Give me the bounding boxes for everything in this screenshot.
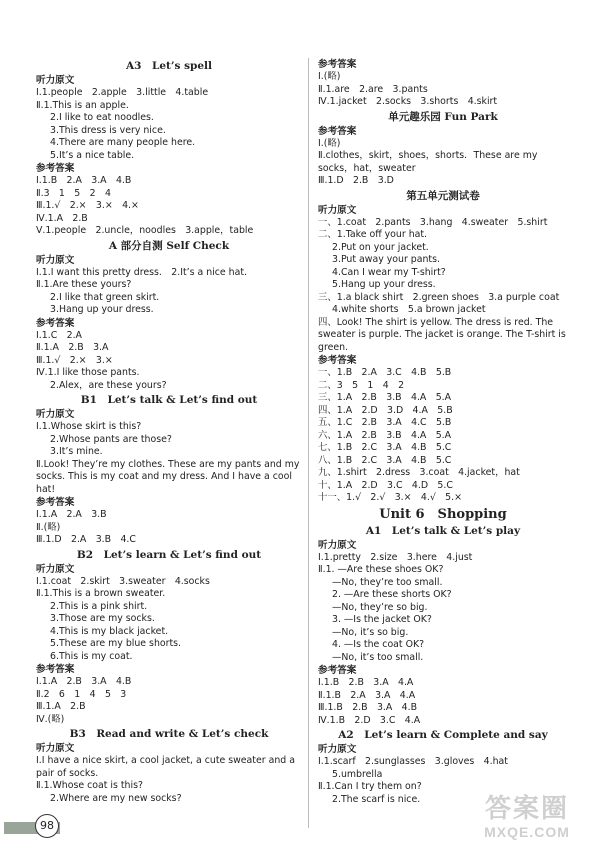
text-line: Ⅰ.1.I want this pretty dress. 2.It’s a nice hat. — [36, 266, 248, 278]
section-label: 听力原文 — [36, 743, 75, 754]
text-line: Ⅱ.1.Are these yours? — [36, 279, 132, 290]
text-line: 六、1.A 2.B 3.B 4.A 5.A — [318, 429, 452, 441]
text-line-indented: 2.This is a pink shirt. — [50, 600, 148, 612]
text-line-indented: —No, they’re so big. — [332, 601, 428, 613]
text-line-indented: 5.Hang up your dress. — [332, 279, 436, 290]
text-line-indented: —No, they’re too small. — [332, 576, 443, 588]
text-line: Ⅲ.1.√ 2.× 3.× 4.× — [36, 200, 139, 211]
text-line: 十一、1.√ 2.√ 3.× 4.√ 5.× — [318, 492, 462, 503]
text-line: Ⅲ.1.B 2.B 3.A 4.B — [318, 702, 418, 713]
text-line: 十、1.A 2.D 3.C 4.D 5.C — [318, 479, 453, 491]
text-line: Ⅰ.1.B 2.B 3.A 4.A — [318, 677, 414, 688]
text-line-indented: 5.It’s a nice table. — [50, 149, 135, 161]
text-line: Ⅲ.1.A 2.B — [36, 701, 86, 712]
text-line-indented: —No, it’s so big. — [332, 626, 409, 638]
text-line: 一、1.coat 2.pants 3.hang 4.sweater 5.shirt — [318, 216, 548, 228]
unit-title: Unit 6 Shopping — [379, 506, 507, 522]
text-paragraph: Ⅱ.Look! They’re my clothes. These are my pants and my socks. This is my coat and my dress. And I have a cool hat! — [36, 458, 300, 495]
watermark-line1: 答案圈 — [484, 793, 569, 823]
section-label: 参考答案 — [36, 497, 75, 508]
text-line: Ⅰ.1.C 2.A — [36, 329, 82, 341]
section-heading: 单元趣乐园 Fun Park — [388, 110, 498, 123]
text-line-indented: 2.I like to eat noodles. — [50, 112, 154, 123]
text-line: Ⅱ.1.are 2.are 3.pants — [318, 83, 428, 95]
text-line: 三、1.A 2.B 3.B 4.A 5.A — [318, 392, 452, 403]
text-line: Ⅰ.1.people 2.apple 3.little 4.table — [36, 87, 209, 98]
section-heading: A3 Let’s spell — [126, 60, 212, 72]
text-line-indented: 5.These are my blue shorts. — [50, 638, 182, 649]
text-line: Ⅰ.1.pretty 2.size 3.here 4.just — [318, 551, 473, 563]
text-line-indented: 2.Whose pants are those? — [50, 433, 172, 445]
text-line: Ⅳ.1.I like those pants. — [36, 367, 140, 378]
text-line-indented: 4.Can I wear my T-shirt? — [332, 266, 446, 278]
text-line-indented: 3. —Is the jacket OK? — [332, 614, 432, 625]
section-heading: B3 Read and write & Let’s check — [69, 728, 269, 740]
section-heading: A2 Let’s learn & Complete and say — [338, 729, 548, 741]
section-label: 参考答案 — [318, 125, 357, 137]
column-divider — [308, 58, 309, 828]
section-label: 参考答案 — [36, 664, 75, 675]
text-line: Ⅳ.1.jacket 2.socks 3.shorts 4.skirt — [318, 96, 498, 107]
text-line: Ⅳ.1.B 2.D 3.C 4.A — [318, 714, 421, 726]
text-line: 三、1.a black shirt 2.green shoes 3.a purple coat — [318, 291, 560, 303]
section-label: 听力原文 — [318, 744, 357, 755]
text-line: Ⅴ.1.people 2.uncle，noodles 3.apple，table — [36, 225, 254, 236]
page-number: 98 — [35, 814, 59, 838]
text-line: Ⅳ.1.A 2.B — [36, 212, 88, 224]
section-label: 参考答案 — [36, 163, 75, 174]
text-line: Ⅱ.(略) — [36, 521, 61, 533]
section-label: 参考答案 — [318, 355, 357, 366]
text-line-indented: 3.It’s mine. — [50, 446, 103, 457]
text-line-indented: 4.This is my black jacket. — [50, 625, 169, 637]
section-label: 听力原文 — [318, 204, 357, 216]
text-line-indented: —No, it’s too small. — [332, 651, 424, 663]
text-line: Ⅱ.1.A 2.B 3.A — [36, 342, 109, 353]
text-line-indented: 4.There are many people here. — [50, 137, 196, 148]
text-line-indented: 2.I like that green skirt. — [50, 291, 160, 303]
section-label: 听力原文 — [36, 254, 75, 266]
text-line: Ⅱ.1. —Are these shoes OK? — [318, 564, 444, 575]
section-heading: B1 Let’s talk & Let’s find out — [80, 394, 258, 406]
text-line-indented: 3.This dress is very nice. — [50, 124, 166, 136]
text-line: 二、1.Take off your hat. — [318, 229, 428, 240]
text-line: Ⅰ.1.A 2.B 3.A 4.B — [36, 676, 132, 687]
text-line: 四、1.A 2.D 3.D 4.A 5.B — [318, 404, 453, 416]
text-line-indented: 6.This is my coat. — [50, 650, 133, 662]
text-line: Ⅰ.1.Whose skirt is this? — [36, 421, 142, 432]
text-paragraph: Ⅱ.clothes，skirt，shoes，shorts．These are my socks，hat，sweater — [318, 150, 538, 174]
text-line: Ⅲ.1.√ 2.× 3.× — [36, 354, 113, 366]
watermark-logo — [472, 792, 582, 852]
section-label: 听力原文 — [36, 563, 75, 575]
text-line-indented: 2.Alex，are these yours? — [50, 379, 167, 391]
section-label: 听力原文 — [36, 409, 75, 420]
left-column — [36, 58, 302, 805]
text-line-indented: 3.Those are my socks. — [50, 613, 155, 624]
text-line: Ⅱ.3 1 5 2 4 — [36, 187, 111, 199]
text-line: 九、1.shirt 2.dress 3.coat 4.jacket，hat — [318, 467, 520, 478]
text-paragraph: Ⅰ.I have a nice skirt, a cool jacket, a cute sweater and a pair of socks. — [36, 755, 295, 779]
text-line-indented: 4. —Is the coat OK? — [332, 639, 425, 650]
text-line: Ⅱ.1.B 2.A 3.A 4.A — [318, 689, 416, 701]
text-line-indented: 4.white shorts 5.a brown jacket — [332, 304, 486, 315]
section-heading: A1 Let’s talk & Let’s play — [365, 524, 521, 537]
text-line: 一、1.B 2.A 3.C 4.B 5.B — [318, 367, 452, 378]
text-line: Ⅱ.2 6 1 4 5 3 — [36, 688, 127, 700]
text-line: Ⅰ.1.A 2.A 3.B — [36, 509, 107, 520]
text-line: Ⅰ.1.coat 2.skirt 3.sweater 4.socks — [36, 575, 210, 587]
section-heading: B2 Let’s learn & Let’s find out — [76, 548, 262, 561]
text-line-indented: 2.The scarf is nice. — [332, 793, 421, 805]
text-line: Ⅱ.1.Whose coat is this? — [36, 780, 143, 791]
text-line-indented: 2. —Are these shorts OK? — [332, 589, 452, 600]
watermark-line2: MXQE.COM — [484, 824, 570, 840]
text-line: Ⅳ.(略) — [36, 713, 65, 725]
text-line: Ⅱ.1.This is an apple. — [36, 99, 129, 111]
text-line: Ⅱ.1.This is a brown sweater. — [36, 588, 166, 599]
text-line-indented: 5.umbrella — [332, 768, 383, 780]
section-label: 听力原文 — [36, 75, 75, 86]
section-label: 参考答案 — [36, 317, 75, 329]
text-line: 八、1.B 2.C 3.A 4.B 5.C — [318, 454, 452, 466]
text-line: 五、1.C 2.B 3.A 4.C 5.B — [318, 417, 452, 428]
section-label: 参考答案 — [318, 59, 357, 70]
right-column — [318, 58, 568, 806]
text-line: Ⅲ.1.D 2.A 3.B 4.C — [36, 534, 136, 545]
text-line: Ⅰ.1.scarf 2.sunglasses 3.gloves 4.hat — [318, 756, 508, 767]
section-heading: 第五单元测试卷 — [406, 189, 480, 202]
text-line: 七、1.B 2.C 3.A 4.B 5.C — [318, 442, 452, 453]
text-line: 二、3 5 1 4 2 — [318, 379, 405, 391]
text-line: Ⅰ.(略) — [318, 71, 341, 82]
text-line-indented: 2.Put on your jacket. — [332, 241, 429, 253]
section-heading: A 部分自测 Self Check — [108, 239, 230, 252]
text-line-indented: 3.Put away your pants. — [332, 254, 440, 265]
text-line: Ⅱ.1.Can I try them on? — [318, 781, 422, 792]
section-label: 听力原文 — [318, 539, 357, 551]
text-line: Ⅰ.1.B 2.A 3.A 4.B — [36, 175, 132, 186]
text-line: Ⅲ.1.D 2.B 3.D — [318, 175, 394, 186]
text-paragraph: 四、Look! The shirt is yellow. The dress is red. The sweater is purple. The jacket is orange. The T-shirt is green. — [318, 316, 566, 353]
text-line-indented: 2.Where are my new socks? — [50, 792, 182, 804]
text-line: Ⅰ.(略) — [318, 137, 341, 149]
text-line-indented: 3.Hang up your dress. — [50, 304, 154, 315]
section-label: 参考答案 — [318, 665, 357, 676]
